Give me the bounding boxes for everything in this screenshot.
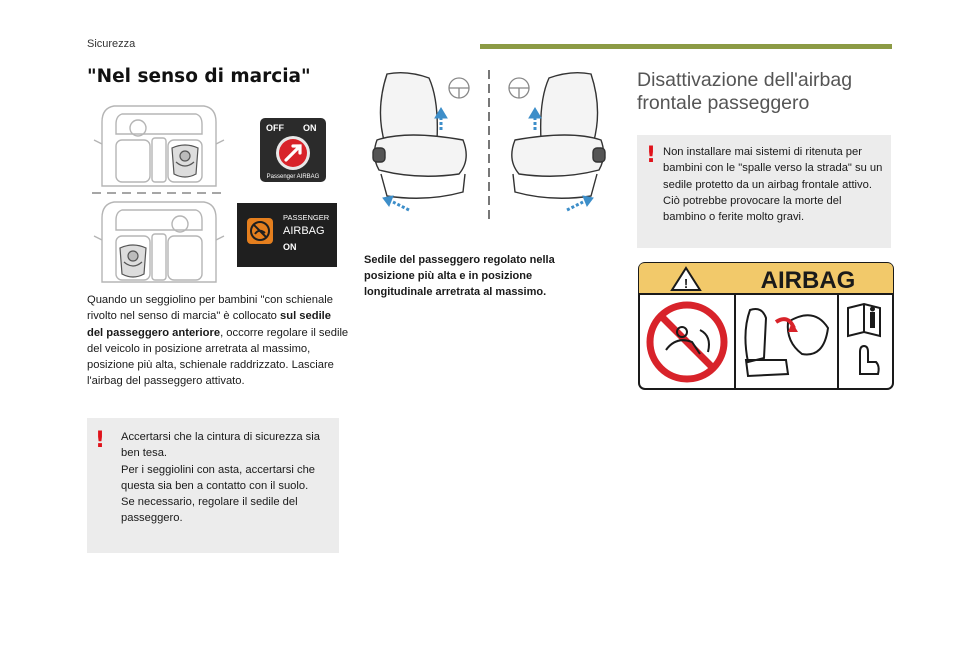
airbag-warning-label bbox=[638, 262, 894, 390]
warning-line: Accertarsi che la cintura di sicurezza sia ben tesa. bbox=[121, 431, 320, 460]
header-rule bbox=[480, 44, 892, 49]
paragraph-bold: sul sedile del passeggero anteriore bbox=[87, 310, 332, 339]
seat-adjustment-illustration bbox=[367, 70, 611, 220]
switch-on-label: ON bbox=[303, 123, 317, 133]
lamp-line2: AIRBAG bbox=[283, 225, 325, 237]
warning-line: Per i seggiolini con asta, accertarsi che questa sia ben a contatto con il suolo. bbox=[121, 463, 316, 492]
warning-icon: ! bbox=[646, 143, 657, 168]
warning-box-airbag bbox=[637, 135, 891, 248]
body-paragraph bbox=[87, 292, 349, 390]
warning-box-belt bbox=[87, 418, 339, 553]
airbag-key-switch-icon bbox=[260, 118, 326, 182]
car-topview-illustration bbox=[92, 104, 227, 284]
warning-text bbox=[121, 429, 329, 527]
lamp-line1: PASSENGER bbox=[283, 213, 330, 222]
lamp-line3: ON bbox=[283, 242, 297, 252]
section-title-airbag-deactivation: Disattivazione dell'airbag frontale passeggero bbox=[637, 69, 853, 114]
passenger-airbag-on-lamp bbox=[237, 203, 337, 267]
label-exclamation-icon: ! bbox=[683, 276, 689, 291]
warning-icon: ! bbox=[95, 428, 106, 453]
label-banner-text: AIRBAG bbox=[760, 267, 856, 294]
warning-text: Non installare mai sistemi di ritenuta per bambini con le "spalle verso la strada" su un sedile protetto da un airbag frontale attivo. Ciò potrebbe provocare la morte del bambino o ferite molto gravi. bbox=[663, 146, 883, 224]
section-label: Sicurezza bbox=[87, 38, 136, 50]
section-title-forward-facing: "Nel senso di marcia" bbox=[87, 66, 311, 87]
paragraph-part1: Quando un seggiolino per bambini "con schienale rivolto nel senso di marcia" è collocato bbox=[87, 294, 333, 323]
warning-line: Se necessario, regolare il sedile del passeggero. bbox=[121, 496, 298, 525]
switch-ring-text: Passenger AIRBAG bbox=[266, 174, 320, 180]
switch-off-label: OFF bbox=[266, 123, 284, 133]
paragraph-part2: , occorre regolare il sedile del veicolo in posizione arretrata al massimo, posizione più alta, schienale raddrizzato. Lasciare l'airbag del passeggero attivato. bbox=[87, 326, 349, 388]
figure-caption: Sedile del passeggero regolato nella posizione più alta e in posizione longitudinale arretrata al massimo. bbox=[364, 254, 555, 298]
